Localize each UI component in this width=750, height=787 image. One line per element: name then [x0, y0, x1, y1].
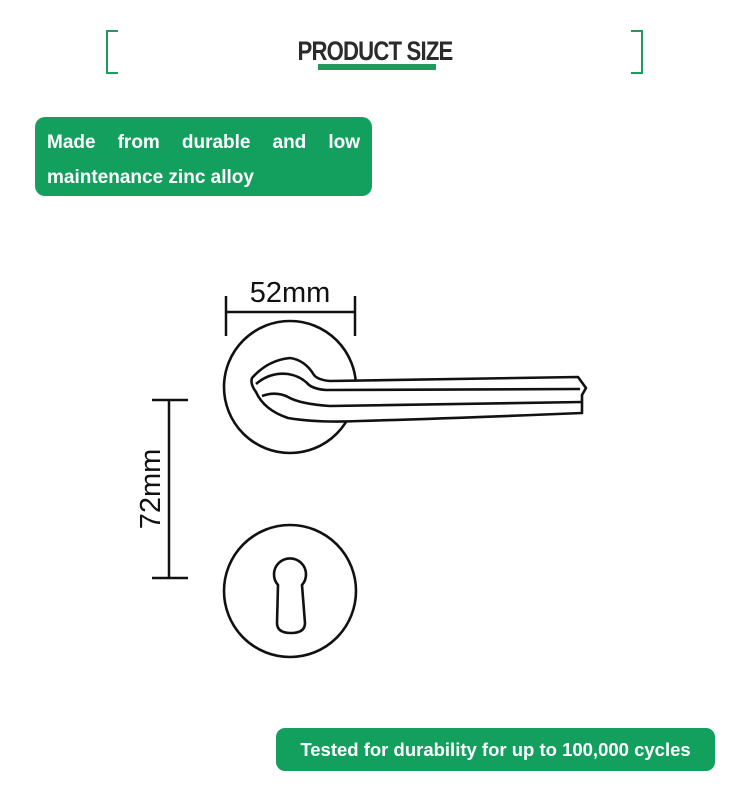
page-title: PRODUCT SIZE	[297, 36, 453, 66]
height-label: 72mm	[135, 448, 167, 530]
durability-callout: Tested for durability for up to 100,000 cycles	[276, 728, 715, 771]
key-rosette	[224, 525, 356, 657]
material-callout: Made from durable and low maintenance zinc alloy	[35, 117, 372, 196]
width-label: 52mm	[249, 277, 331, 309]
lever-handle	[252, 358, 587, 422]
